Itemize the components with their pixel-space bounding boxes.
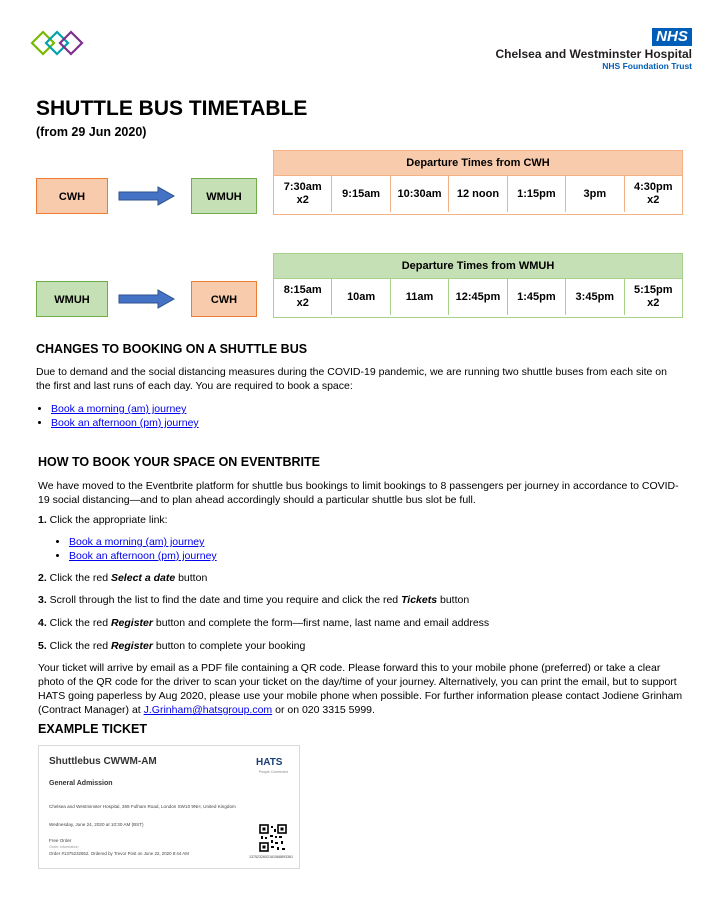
arrow-right-icon — [118, 289, 176, 314]
departure-time: 1:15pm — [507, 176, 565, 212]
list-item — [51, 416, 351, 430]
step-text: button — [437, 594, 470, 606]
step-text: Click the red — [46, 640, 111, 652]
step-2 — [38, 572, 207, 584]
page-title: SHUTTLE BUS TIMETABLE — [36, 97, 308, 120]
departure-time: 7:30am x2 — [283, 181, 322, 206]
nhs-logo: NHS — [652, 28, 692, 46]
ticket-admission: General Admission — [49, 780, 113, 787]
departure-time: 5:15pm x2 — [624, 279, 682, 315]
arrow-right-icon — [118, 186, 176, 211]
ticket-datetime: Wednesday, June 24, 2020 at 10:30 AM (BST) — [49, 822, 144, 827]
ticket-barcode-number: 1375232652181568893361 — [249, 855, 293, 859]
route2-origin: WMUH — [36, 281, 108, 317]
departure-time: 10:30am — [390, 176, 448, 212]
step-button-name: Select a date — [110, 572, 176, 584]
route2-destination: CWH — [191, 281, 257, 317]
step-number: 4. — [38, 617, 47, 629]
ticket-order-label: Order information — [49, 845, 79, 849]
hospital-name: Chelsea and Westminster Hospital — [495, 47, 692, 61]
list-item — [51, 402, 351, 416]
departure-time: 12:45pm — [448, 279, 506, 315]
departure-time: 12 noon — [448, 176, 506, 212]
morning-journey-link[interactable]: Book a morning (am) journey — [51, 403, 187, 415]
page-subtitle: (from 29 Jun 2020) — [36, 125, 147, 139]
example-ticket-image — [38, 745, 300, 869]
departure-time: 1:45pm — [507, 279, 565, 315]
step-number: 1. — [38, 514, 47, 526]
afternoon-journey-link[interactable]: Book an afternoon (pm) journey — [51, 417, 199, 429]
departure-time: 3:45pm — [565, 279, 623, 315]
departure-time: 9:15am — [331, 176, 389, 212]
list-item — [69, 549, 369, 563]
ticket-info-paragraph — [38, 661, 686, 717]
step-5 — [38, 640, 305, 652]
step-text: Scroll through the list to find the date and time you require and click the red — [46, 594, 402, 606]
hats-logo: HATS — [256, 757, 283, 768]
howto-heading: HOW TO BOOK YOUR SPACE ON EVENTBRITE — [38, 455, 320, 469]
trust-logo-icon — [30, 28, 86, 63]
route1-origin: CWH — [36, 178, 108, 214]
trust-name: NHS Foundation Trust — [602, 61, 692, 71]
qr-code-icon — [259, 824, 287, 857]
step-1 — [38, 514, 168, 526]
step-number: 2. — [38, 572, 47, 584]
ticket-info-text: or on 020 3315 5999. — [272, 704, 375, 716]
contact-email-link[interactable]: J.Grinham@hatsgroup.com — [143, 704, 273, 716]
step-button-name: Register — [110, 640, 153, 652]
step-text: button and complete the form—first name, last name and email address — [152, 617, 490, 629]
step-text: button to complete your booking — [152, 640, 306, 652]
step-button-name: Tickets — [401, 594, 438, 606]
step-button-name: Register — [110, 617, 153, 629]
changes-body: Due to demand and the social distancing measures during the COVID-19 pandemic, we are running two shuttle buses from each site on the first and last runs of each day. You are required to book a space: — [36, 366, 667, 392]
step-3 — [38, 594, 469, 606]
departure-time: 11am — [390, 279, 448, 315]
departure-time: 4:30pm x2 — [624, 176, 682, 212]
afternoon-journey-link[interactable]: Book an afternoon (pm) journey — [69, 550, 217, 562]
morning-journey-link[interactable]: Book a morning (am) journey — [69, 536, 205, 548]
ticket-info-text: Your ticket will arrive by email as a PDF file containing a QR code. Please forward this to your mobile phone (preferred) or take a clear photo of the QR code for the driver to scan your ticket on the day/time of your journey. Alternatively, you can print the email, but to support HATS going paperless by Aug 2020, please use your mobile phone when possible. For further information please contact Jodiene Grinham (Contract Manager) at — [38, 662, 683, 716]
list-item — [69, 535, 369, 549]
step-text: Click the red — [46, 617, 111, 629]
changes-heading: CHANGES TO BOOKING ON A SHUTTLE BUS — [36, 342, 308, 356]
ticket-title: Shuttlebus CWWM-AM — [49, 756, 157, 767]
timetable-wmuh-title: Departure Times from WMUH — [274, 254, 682, 279]
step-text: Click the red — [46, 572, 111, 584]
timetable-cwh-title: Departure Times from CWH — [274, 151, 682, 176]
ticket-address: Chelsea and Westminster Hospital, 369 Fulham Road, London SW10 9NH, United Kingdom — [49, 804, 236, 809]
departure-time: 10am — [331, 279, 389, 315]
departure-time: 3pm — [565, 176, 623, 212]
changes-link-list — [36, 402, 351, 430]
howto-body: We have moved to the Eventbrite platform for shuttle bus bookings to limit bookings to 8 passengers per journey in accordance to COVID-19 social distancing—and to plan ahead accordingly should a particular shuttle bus slot be full. — [38, 480, 679, 506]
howto-link-list — [54, 535, 369, 563]
step-text: button — [175, 572, 208, 584]
ticket-order-type: Free Order — [49, 838, 72, 843]
step-4 — [38, 617, 489, 629]
step-number: 5. — [38, 640, 47, 652]
route1-destination: WMUH — [191, 178, 257, 214]
timetable-wmuh — [273, 253, 683, 318]
hats-logo-tagline: People Connected — [259, 770, 288, 774]
step-number: 3. — [38, 594, 47, 606]
example-ticket-heading: EXAMPLE TICKET — [38, 722, 148, 736]
ticket-order-info: Order #1375232652. Ordered by Trevor Post on June 22, 2020 8:44 AM — [49, 851, 189, 856]
step-text: Click the appropriate link: — [46, 514, 168, 526]
timetable-cwh — [273, 150, 683, 215]
departure-time: 8:15am x2 — [283, 284, 322, 309]
